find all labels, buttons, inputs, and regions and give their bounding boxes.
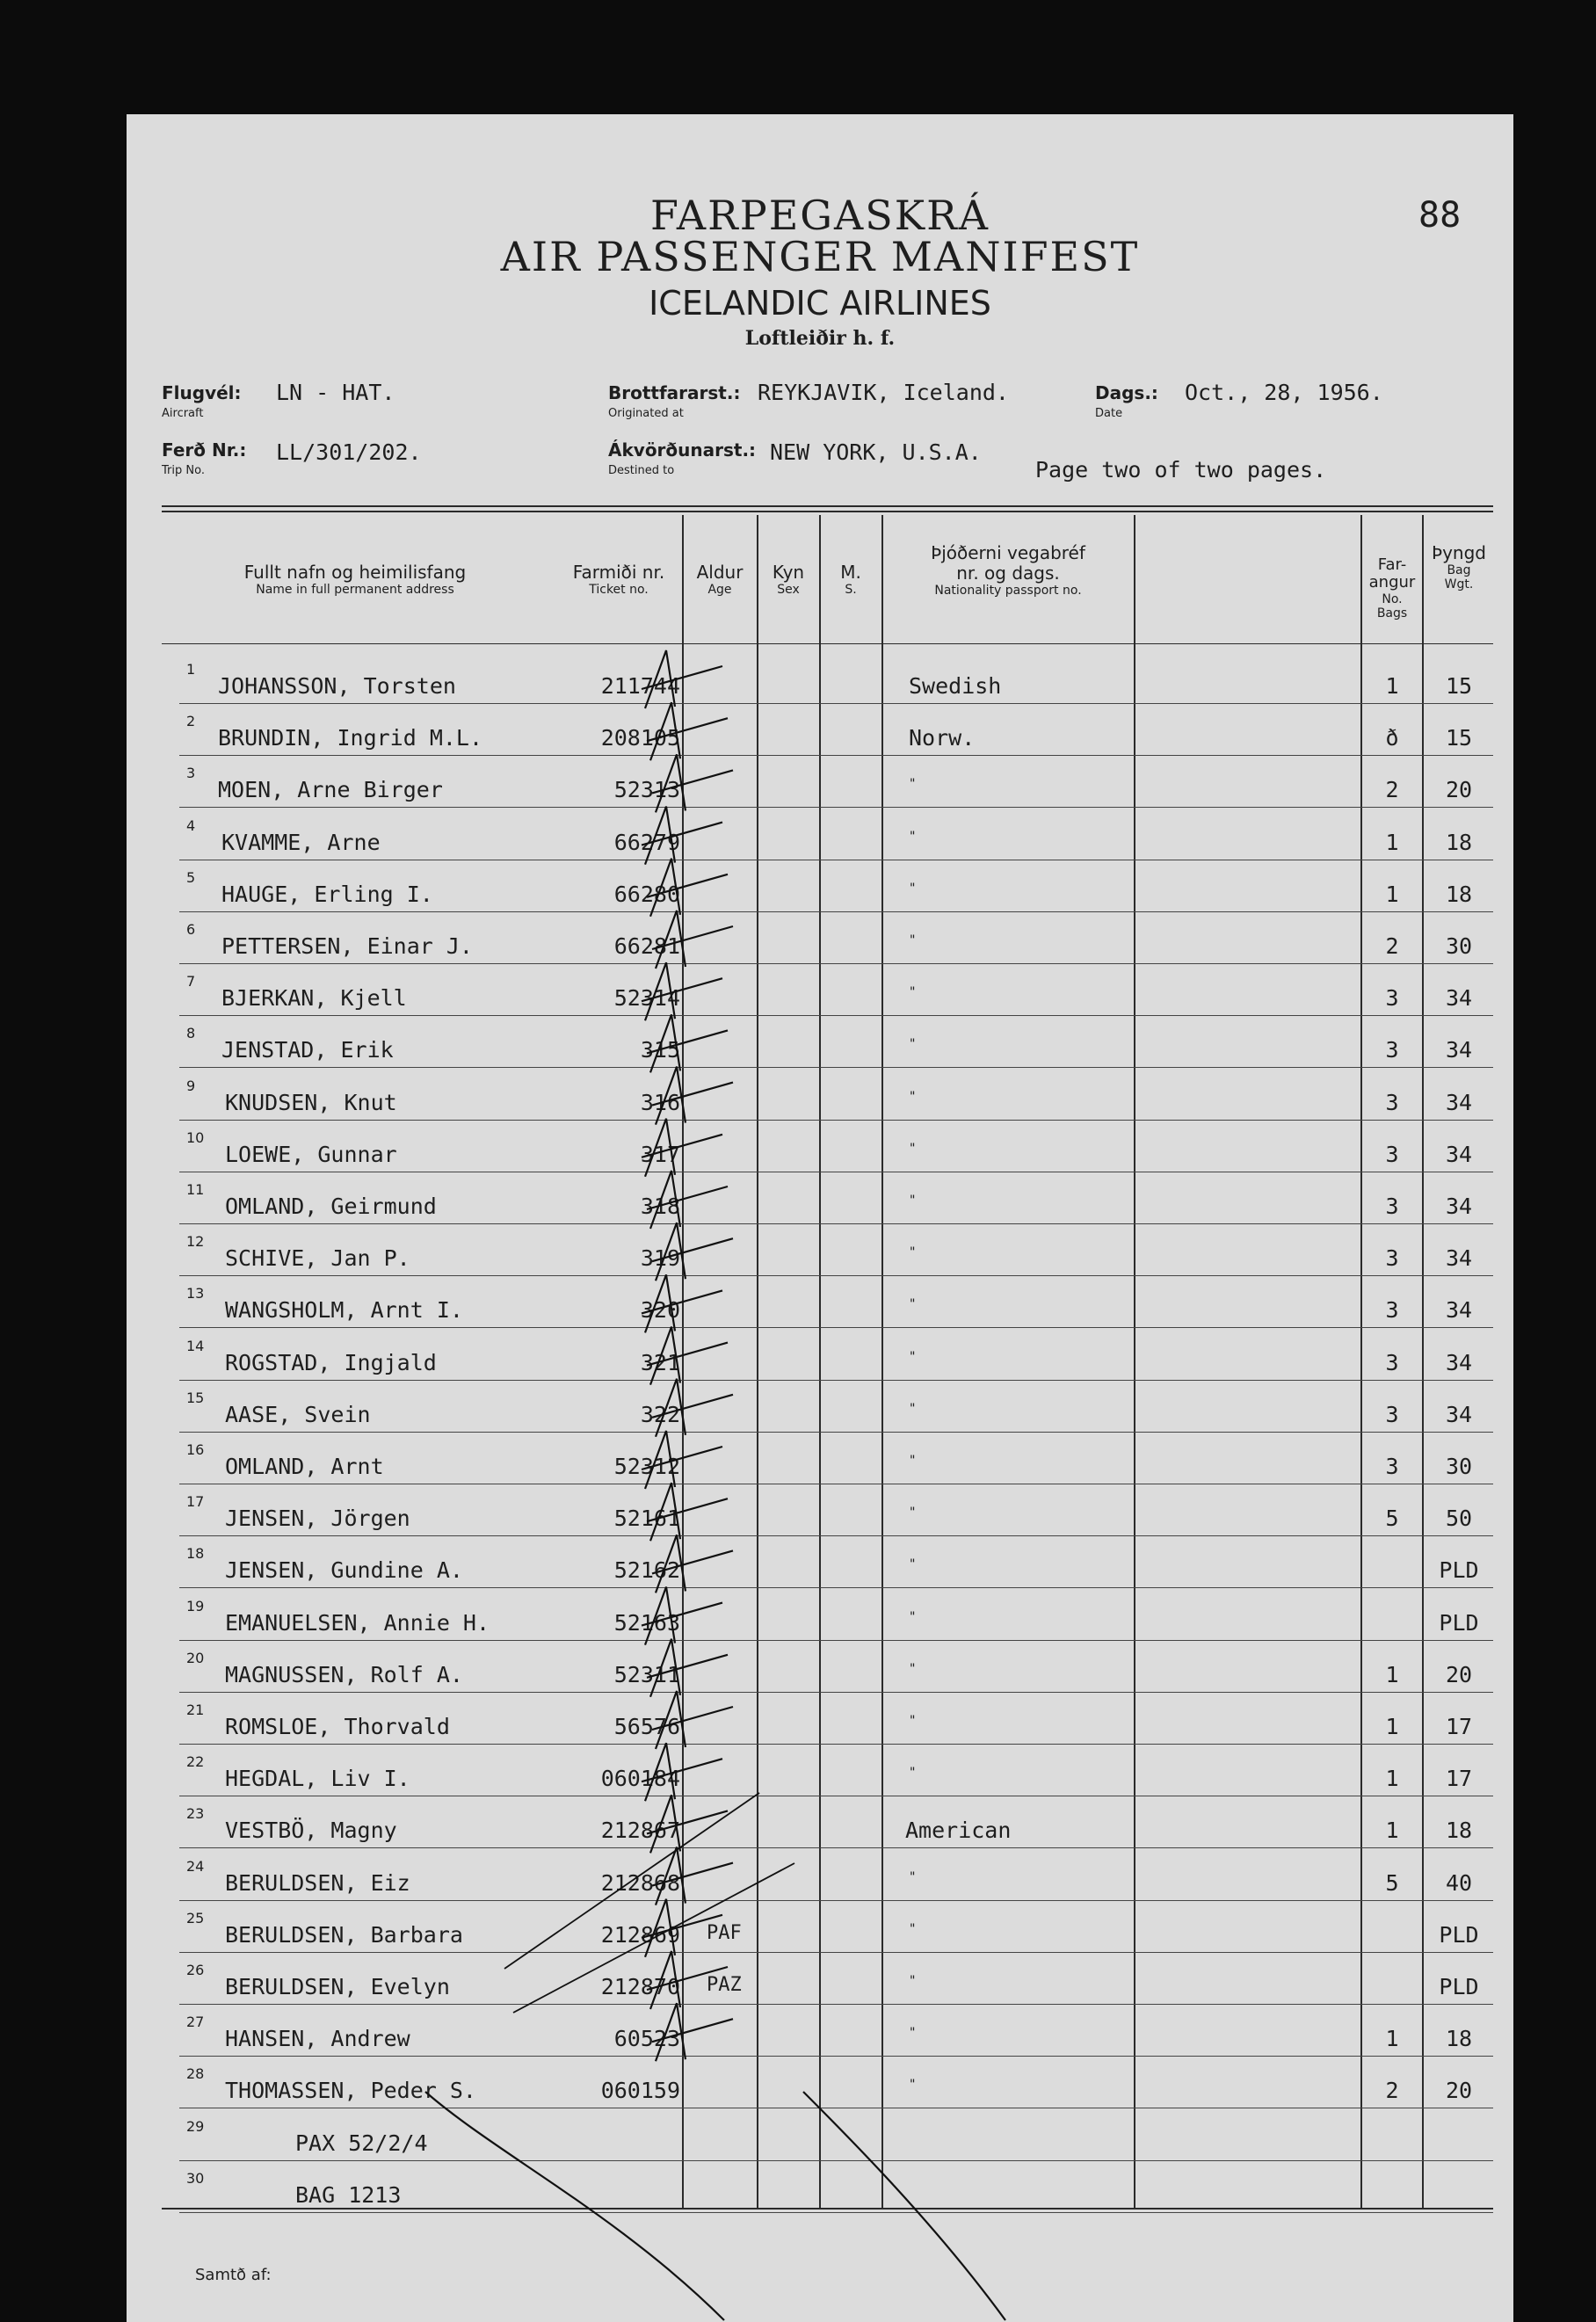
bags-count: 3: [1385, 1245, 1399, 1272]
passenger-name: JENSEN, Gundine A.: [225, 1557, 463, 1584]
row-number: 12: [186, 1233, 205, 1251]
nationality: ": [909, 1141, 917, 1156]
check-mark: [647, 1171, 728, 1229]
ticket-number: 66281: [613, 933, 680, 959]
col-header-age-is: Aldur: [696, 562, 744, 583]
bag-weight: 18: [1445, 829, 1473, 855]
bag-weight: 30: [1445, 1454, 1473, 1479]
ticket-number: 208105: [600, 725, 680, 751]
bags-count: 3: [1385, 1089, 1399, 1115]
row-number: 19: [186, 1597, 205, 1615]
ticket-number: 318: [640, 1194, 680, 1219]
nationality: ": [909, 985, 917, 1000]
bags-count: 2: [1385, 2078, 1399, 2104]
footer-label: Samtð af:: [195, 2266, 272, 2284]
passenger-name: MOEN, Arne Birger: [218, 777, 443, 803]
manifest-sheet: [127, 114, 1513, 2322]
bag-weight: PLD: [1439, 1921, 1479, 1948]
diagonal-stroke-left: [425, 2092, 724, 2320]
date-sublabel: Date: [1095, 407, 1123, 420]
ticket-number: 060184: [600, 1766, 680, 1792]
nationality: ": [909, 1974, 917, 1988]
nationality: ": [909, 933, 917, 947]
bag-weight: 34: [1445, 1297, 1473, 1324]
nationality: Swedish: [909, 673, 1002, 699]
nationality: ": [909, 1557, 917, 1572]
ticket-number: 56576: [613, 1714, 680, 1739]
row-number: 18: [186, 1545, 205, 1563]
passenger-name: JENSEN, Jörgen: [225, 1506, 410, 1532]
col-header-ms-en: S.: [845, 583, 857, 597]
bags-count: ð: [1385, 725, 1399, 751]
ticket-number: 52161: [613, 1506, 680, 1532]
row-number: 28: [186, 2065, 205, 2083]
col-header-sex-is: Kyn: [772, 562, 805, 583]
check-mark: [652, 2003, 733, 2061]
passenger-name: BERULDSEN, Barbara: [225, 1921, 463, 1948]
bag-weight: 40: [1445, 1869, 1473, 1896]
bags-count: 2: [1385, 777, 1399, 803]
origin-value: REYKJAVIK, Iceland.: [758, 380, 1009, 405]
passenger-name: WANGSHOLM, Arnt I.: [225, 1297, 463, 1324]
nationality: ": [909, 1037, 917, 1052]
passenger-name: KNUDSEN, Knut: [225, 1089, 397, 1115]
bags-count: 3: [1385, 985, 1399, 1012]
nationality: ": [909, 777, 917, 792]
title-icelandic: FARPEGASKRÁ: [649, 192, 990, 239]
check-mark: [642, 1431, 722, 1489]
handwritten-marks: [127, 114, 1513, 2322]
passenger-name: THOMASSEN, Peder S.: [225, 2078, 476, 2104]
row-number: 22: [186, 1753, 205, 1771]
ticket-number: 322: [640, 1401, 680, 1427]
age-value: PAF: [707, 1921, 742, 1944]
bag-weight: 15: [1445, 673, 1473, 699]
row-number: 7: [186, 973, 196, 990]
ticket-number: 060159: [600, 2078, 680, 2104]
nationality: ": [909, 1194, 917, 1208]
col-header-ms-is: M.: [840, 562, 861, 583]
nationality: ": [909, 1349, 917, 1364]
bag-weight: 18: [1445, 881, 1473, 907]
nationality: ": [909, 1089, 917, 1104]
passenger-name: JOHANSSON, Torsten: [218, 673, 456, 699]
bags-count: 1: [1385, 673, 1399, 699]
check-mark: [647, 859, 728, 917]
col-header-nat-en: Nationality passport no.: [934, 584, 1082, 598]
nationality: ": [909, 881, 917, 896]
bags-count: 3: [1385, 1194, 1399, 1219]
ticket-number: 52163: [613, 1609, 680, 1636]
check-mark: [652, 1223, 733, 1281]
bags-count: 1: [1385, 1766, 1399, 1792]
row-number: 5: [186, 868, 196, 886]
title-english: AIR PASSENGER MANIFEST: [500, 233, 1140, 280]
row-number: 23: [186, 1805, 205, 1823]
bags-count: 3: [1385, 1349, 1399, 1375]
date-label: Dags.:: [1095, 382, 1158, 403]
row-number: 17: [186, 1493, 205, 1511]
bags-count: 3: [1385, 1401, 1399, 1427]
check-mark: [647, 1639, 728, 1697]
check-mark: [652, 1691, 733, 1749]
row-number: 15: [186, 1389, 205, 1406]
passenger-name: OMLAND, Arnt: [225, 1454, 384, 1479]
row-number: 30: [186, 2169, 205, 2187]
check-marks: [642, 650, 733, 2061]
bags-count: 2: [1385, 933, 1399, 959]
airline-name: ICELANDIC AIRLINES: [649, 284, 991, 323]
bag-weight: 17: [1445, 1766, 1473, 1792]
bag-weight: 34: [1445, 1194, 1473, 1219]
trip-value: LL/301/202.: [276, 439, 422, 465]
bags-count: 3: [1385, 1297, 1399, 1324]
bag-weight: 34: [1445, 985, 1473, 1012]
bag-weight: 18: [1445, 2026, 1473, 2052]
passenger-name: BERULDSEN, Evelyn: [225, 1974, 450, 1999]
ticket-number: 212869: [600, 1921, 680, 1948]
bags-count: 5: [1385, 1869, 1399, 1896]
bag-weight: PLD: [1439, 1557, 1479, 1584]
col-header-nat-is2: nr. og dags.: [956, 562, 1060, 584]
ticket-number: 52311: [613, 1661, 680, 1687]
origin-sublabel: Originated at: [608, 407, 684, 420]
row-number: 26: [186, 1962, 205, 1978]
company-name: Loftleiðir h. f.: [744, 327, 896, 350]
ticket-number: 212870: [600, 1974, 680, 1999]
passenger-name: ROMSLOE, Thorvald: [225, 1714, 450, 1739]
col-header-name-en: Name in full permanent address: [256, 583, 454, 597]
diagonal-stroke-age: [504, 1793, 759, 1969]
bag-weight: 34: [1445, 1141, 1473, 1167]
passenger-name: OMLAND, Geirmund: [225, 1194, 437, 1219]
ticket-number: 212867: [600, 1818, 680, 1844]
check-mark: [642, 962, 722, 1020]
passenger-name: MAGNUSSEN, Rolf A.: [225, 1661, 463, 1687]
bag-weight: 34: [1445, 1349, 1473, 1375]
passenger-name: EMANUELSEN, Annie H.: [225, 1609, 490, 1636]
bag-weight: 20: [1445, 777, 1473, 803]
row-number: 13: [186, 1285, 205, 1302]
ticket-number: 60523: [613, 2026, 680, 2052]
ticket-number: 317: [640, 1141, 680, 1167]
nationality: American: [905, 1818, 1012, 1844]
check-mark: [647, 1014, 728, 1072]
nationality: ": [909, 2078, 917, 2093]
passenger-name: SCHIVE, Jan P.: [225, 1245, 410, 1272]
check-mark: [642, 1119, 722, 1177]
row-number: 4: [186, 816, 196, 834]
col-header-sex-en: Sex: [777, 583, 800, 597]
bags-count: 1: [1385, 829, 1399, 855]
ticket-number: 66279: [613, 829, 680, 855]
row-number: 6: [186, 921, 196, 938]
col-header-ticket-en: Ticket no.: [589, 583, 649, 597]
row-number: 9: [186, 1077, 196, 1094]
nationality: ": [909, 1245, 917, 1260]
nationality: ": [909, 1609, 917, 1624]
aircraft-value: LN - HAT.: [276, 380, 395, 405]
bag-weight: 30: [1445, 933, 1473, 959]
check-mark: [642, 650, 722, 708]
passenger-name: BERULDSEN, Eiz: [225, 1869, 410, 1896]
ticket-number: 52162: [613, 1557, 680, 1584]
row-number: 27: [186, 2014, 205, 2031]
ticket-number: 211744: [600, 673, 680, 699]
page-number: 88: [1418, 195, 1462, 236]
check-mark: [652, 1067, 733, 1125]
row-number: 3: [186, 765, 196, 782]
col-header-ticket-is: Farmiði nr.: [572, 562, 665, 583]
bags-count: 3: [1385, 1141, 1399, 1167]
check-mark: [647, 1951, 728, 2009]
page-note: Page two of two pages.: [1035, 457, 1327, 483]
bag-weight: 34: [1445, 1089, 1473, 1115]
bags-count: 1: [1385, 1714, 1399, 1739]
bag-weight: 18: [1445, 1818, 1473, 1844]
passenger-name: KVAMME, Arne: [221, 829, 381, 855]
row-number: 10: [186, 1128, 205, 1146]
col-header-bags-en: No. Bags: [1376, 592, 1408, 621]
passenger-name: PAX 52/2/4: [295, 2130, 428, 2156]
ticket-number: 316: [640, 1089, 680, 1115]
bags-count: 1: [1385, 2026, 1399, 2052]
ticket-number: 315: [640, 1037, 680, 1063]
col-header-bags-is: Far- angur: [1368, 555, 1416, 592]
nationality: ": [909, 1921, 917, 1936]
bag-weight: 34: [1445, 1037, 1473, 1063]
nationality: ": [909, 1714, 917, 1728]
bags-count: 5: [1385, 1506, 1399, 1532]
bags-count: 3: [1385, 1037, 1399, 1063]
bag-weight: PLD: [1439, 1974, 1479, 1999]
check-mark: [642, 1743, 722, 1801]
ticket-number: 52314: [613, 985, 680, 1012]
check-mark: [652, 1847, 733, 1905]
nationality: ": [909, 1454, 917, 1468]
nationality: Norw.: [909, 725, 976, 751]
ticket-number: 319: [640, 1245, 680, 1272]
ticket-number: 212868: [600, 1869, 680, 1896]
aircraft-sublabel: Aircraft: [162, 407, 204, 420]
row-number: 1: [186, 661, 196, 678]
check-mark: [642, 1274, 722, 1332]
row-number: 24: [186, 1857, 205, 1875]
nationality: ": [909, 2026, 917, 2041]
ticket-number: 321: [640, 1349, 680, 1375]
bags-count: 1: [1385, 881, 1399, 907]
check-mark: [647, 1483, 728, 1541]
ticket-number: 52312: [613, 1454, 680, 1479]
col-header-wgt-en: Bag Wgt.: [1444, 563, 1474, 592]
bag-weight: 20: [1445, 2078, 1473, 2104]
ticket-number: 320: [640, 1297, 680, 1324]
bags-count: 3: [1385, 1454, 1399, 1479]
row-number: 25: [186, 1909, 205, 1927]
destination-sublabel: Destined to: [608, 464, 675, 477]
date-value: Oct., 28, 1956.: [1185, 380, 1383, 405]
check-mark: [642, 807, 722, 865]
bag-weight: 34: [1445, 1401, 1473, 1427]
passenger-name: AASE, Svein: [225, 1401, 371, 1427]
bag-weight: PLD: [1439, 1609, 1479, 1636]
check-mark: [652, 1535, 733, 1593]
passenger-name: HEGDAL, Liv I.: [225, 1766, 410, 1792]
passenger-name: BAG 1213: [295, 2181, 402, 2208]
origin-label: Brottfararst.:: [608, 382, 741, 403]
bag-weight: 20: [1445, 1661, 1473, 1687]
check-mark: [652, 911, 733, 969]
col-header-name-is: Fullt nafn og heimilisfang: [243, 562, 467, 583]
diagonal-stroke-right: [803, 2092, 1005, 2320]
age-value: PAZ: [707, 1974, 742, 1996]
bag-weight: 17: [1445, 1714, 1473, 1739]
passenger-name: VESTBÖ, Magny: [225, 1818, 397, 1844]
bags-count: 1: [1385, 1818, 1399, 1844]
col-header-nat-is: Þjóðerni vegabréf: [931, 542, 1085, 563]
row-number: 8: [186, 1025, 196, 1042]
passenger-name: BJERKAN, Kjell: [221, 985, 407, 1012]
nationality: ": [909, 1401, 917, 1416]
trip-label: Ferð Nr.:: [162, 439, 247, 461]
passenger-name: PETTERSEN, Einar J.: [221, 933, 473, 959]
check-mark: [647, 702, 728, 760]
row-number: 14: [186, 1337, 205, 1354]
row-number: 29: [186, 2117, 205, 2135]
passenger-name: HAUGE, Erling I.: [221, 881, 433, 907]
check-mark: [652, 754, 733, 812]
row-number: 20: [186, 1649, 205, 1666]
nationality: ": [909, 1661, 917, 1676]
destination-label: Ákvörðunarst.:: [608, 439, 757, 461]
passenger-name: HANSEN, Andrew: [225, 2026, 410, 2052]
passenger-name: LOEWE, Gunnar: [225, 1141, 397, 1167]
bag-weight: 34: [1445, 1245, 1473, 1272]
check-mark: [642, 1587, 722, 1645]
nationality: ": [909, 1506, 917, 1520]
row-number: 21: [186, 1702, 205, 1718]
col-header-wgt-is: Þyngd: [1431, 542, 1486, 563]
bag-weight: 15: [1445, 725, 1473, 751]
check-mark: [652, 1379, 733, 1437]
nationality: ": [909, 829, 917, 844]
nationality: ": [909, 1869, 917, 1884]
ticket-number: 52313: [613, 777, 680, 803]
bag-weight: 50: [1445, 1506, 1473, 1532]
row-number: 2: [186, 713, 196, 730]
col-header-age-en: Age: [707, 583, 732, 597]
passenger-name: BRUNDIN, Ingrid M.L.: [218, 725, 483, 751]
passenger-name: JENSTAD, Erik: [221, 1037, 394, 1063]
ticket-number: 66280: [613, 881, 680, 907]
passenger-name: ROGSTAD, Ingjald: [225, 1349, 437, 1375]
aircraft-label: Flugvél:: [162, 382, 242, 403]
row-number: 16: [186, 1441, 205, 1458]
bags-count: 1: [1385, 1661, 1399, 1687]
row-number: 11: [186, 1181, 205, 1198]
destination-value: NEW YORK, U.S.A.: [770, 439, 982, 465]
nationality: ": [909, 1297, 917, 1312]
check-mark: [647, 1327, 728, 1385]
trip-sublabel: Trip No.: [162, 464, 205, 477]
nationality: ": [909, 1766, 917, 1781]
